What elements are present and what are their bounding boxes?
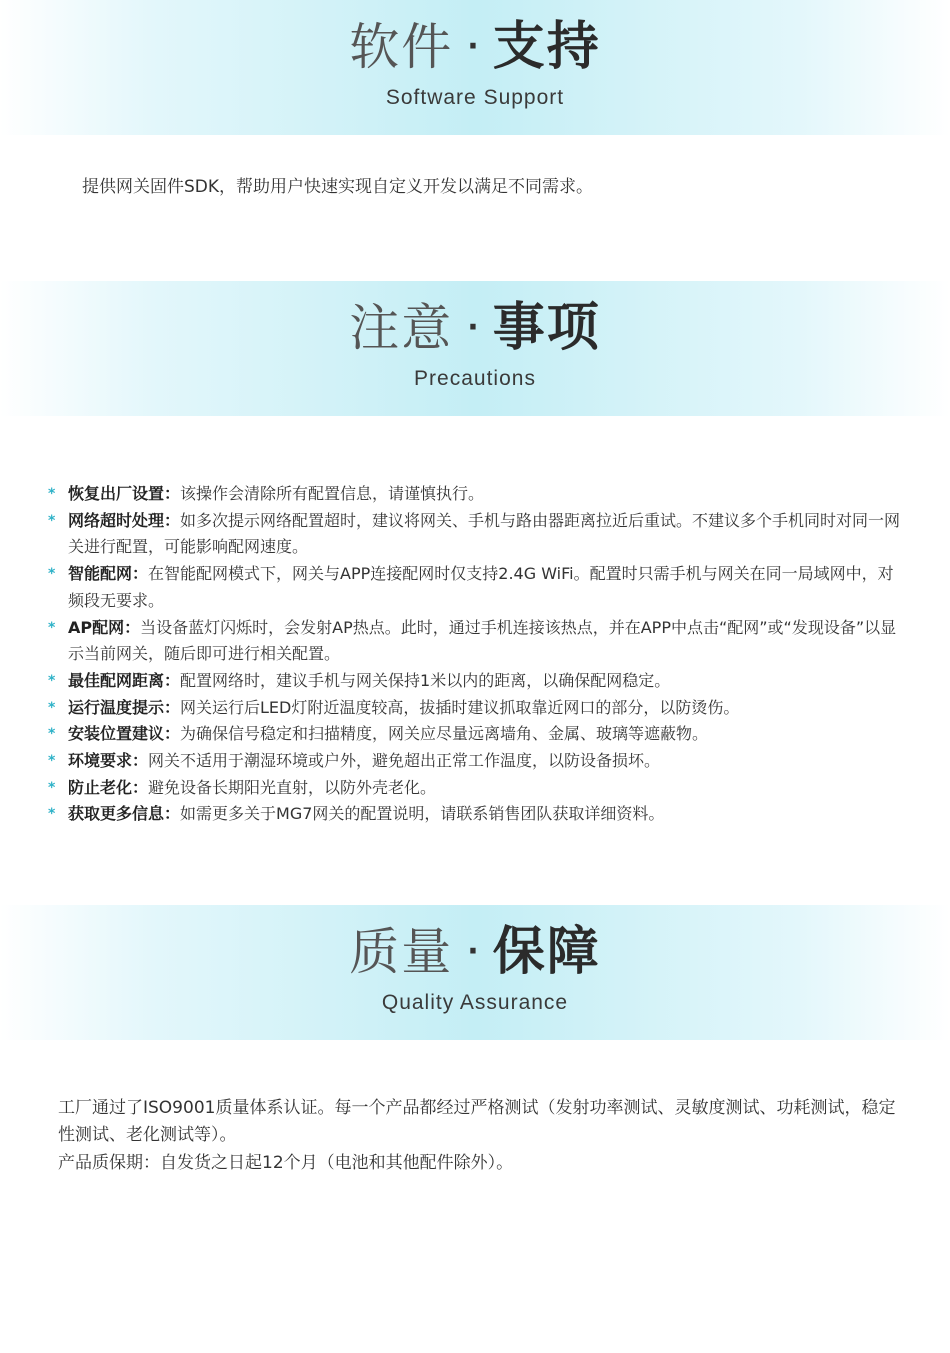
item-text: 该操作会清除所有配置信息，请谨慎执行。 (180, 484, 485, 503)
section-title-light: 软件 (349, 18, 454, 76)
item-label: 环境要求： (68, 751, 149, 771)
section-title-bold: 事项 (492, 298, 601, 358)
item-text: 避免设备长期阳光直射，以防外壳老化。 (148, 777, 437, 797)
section-title-bold: 保障 (492, 922, 601, 982)
section-subtitle: Precautions (414, 367, 536, 390)
bullet-icon: * (48, 512, 56, 529)
item-text: 如多次提示网络配置超时，建议将网关、手机与路由器距离拉近后重试。不建议多个手机同时对同一网关进行配置，可能影响配网速度。 (68, 510, 901, 557)
item-label: AP配网： (68, 617, 141, 637)
title-dot: · (467, 310, 479, 345)
item-label: 最佳配网距离： (68, 670, 181, 690)
warranty-text: 产品质保期：自发货之日起12个月（电池和其他配件除外）。 (58, 1153, 514, 1173)
software-description: 提供网关固件SDK，帮助用户快速实现自定义开发以满足不同需求。 (82, 177, 594, 197)
item-text: 当设备蓝灯闪烁时，会发射AP热点。此时，通过手机连接该热点，并在APP中点击“配网”或“发现设备”以显示当前网关，随后即可进行相关配置。 (68, 617, 897, 664)
bullet-icon: * (48, 806, 56, 823)
bullet-icon: * (48, 699, 56, 716)
item-text: 如需更多关于MG7网关的配置说明，请联系销售团队获取详细资料。 (180, 804, 665, 824)
list-item (48, 775, 908, 802)
title-dot: · (467, 29, 479, 64)
title-dot: · (467, 934, 479, 969)
item-label: 获取更多信息： (68, 804, 181, 824)
bullet-icon: * (48, 726, 56, 743)
bullet-icon: * (48, 619, 56, 636)
bullet-icon: * (48, 566, 56, 583)
section-subtitle: Software Support (385, 86, 565, 109)
list-item (48, 721, 908, 748)
list-item (48, 615, 908, 668)
list-item (48, 748, 908, 775)
section-title (0, 921, 950, 983)
section-header-software (0, 0, 950, 135)
list-item (48, 561, 908, 614)
list-item (48, 695, 908, 722)
section-title-light: 注意 (349, 299, 454, 357)
section-header-quality (0, 905, 950, 1040)
list-item (48, 481, 908, 508)
item-label: 运行温度提示： (68, 697, 181, 717)
list-item (48, 801, 908, 828)
item-label: 恢复出厂设置： (68, 484, 181, 503)
item-text: 网关不适用于潮湿环境或户外，避免超出正常工作温度，以防设备损坏。 (148, 751, 661, 771)
list-item (48, 508, 908, 561)
bullet-icon: * (48, 779, 56, 796)
item-label: 智能配网： (68, 564, 149, 584)
item-label: 安装位置建议： (68, 724, 181, 744)
bullet-icon: * (48, 672, 56, 689)
item-label: 防止老化： (68, 777, 149, 797)
section-title-bold: 支持 (492, 17, 601, 77)
precautions-list (48, 481, 908, 828)
quality-description: 工厂通过了ISO9001质量体系认证。每一个产品都经过严格测试（发射功率测试、灵敏度测试、功耗测试，稳定性测试、老化测试等）。 (58, 1098, 896, 1145)
section-title (0, 297, 950, 359)
section-title (0, 16, 950, 78)
section-title-light: 质量 (349, 923, 454, 981)
item-text: 在智能配网模式下，网关与APP连接配网时仅支持2.4G WiFi。配置时只需手机与网关在同一局域网中，对频段无要求。 (68, 564, 894, 610)
section-header-precautions (0, 281, 950, 416)
item-text: 配置网络时，建议手机与网关保持1米以内的距离，以确保配网稳定。 (180, 670, 671, 690)
section-subtitle: Quality Assurance (381, 991, 569, 1014)
item-text: 为确保信号稳定和扫描精度，网关应尽量远离墙角、金属、玻璃等遮蔽物。 (180, 724, 709, 744)
list-item (48, 668, 908, 695)
item-label: 网络超时处理： (68, 510, 181, 530)
item-text: 网关运行后LED灯附近温度较高，拔插时建议抓取靠近网口的部分，以防烫伤。 (180, 697, 740, 717)
bullet-icon: * (48, 753, 56, 770)
bullet-icon: * (48, 486, 56, 502)
